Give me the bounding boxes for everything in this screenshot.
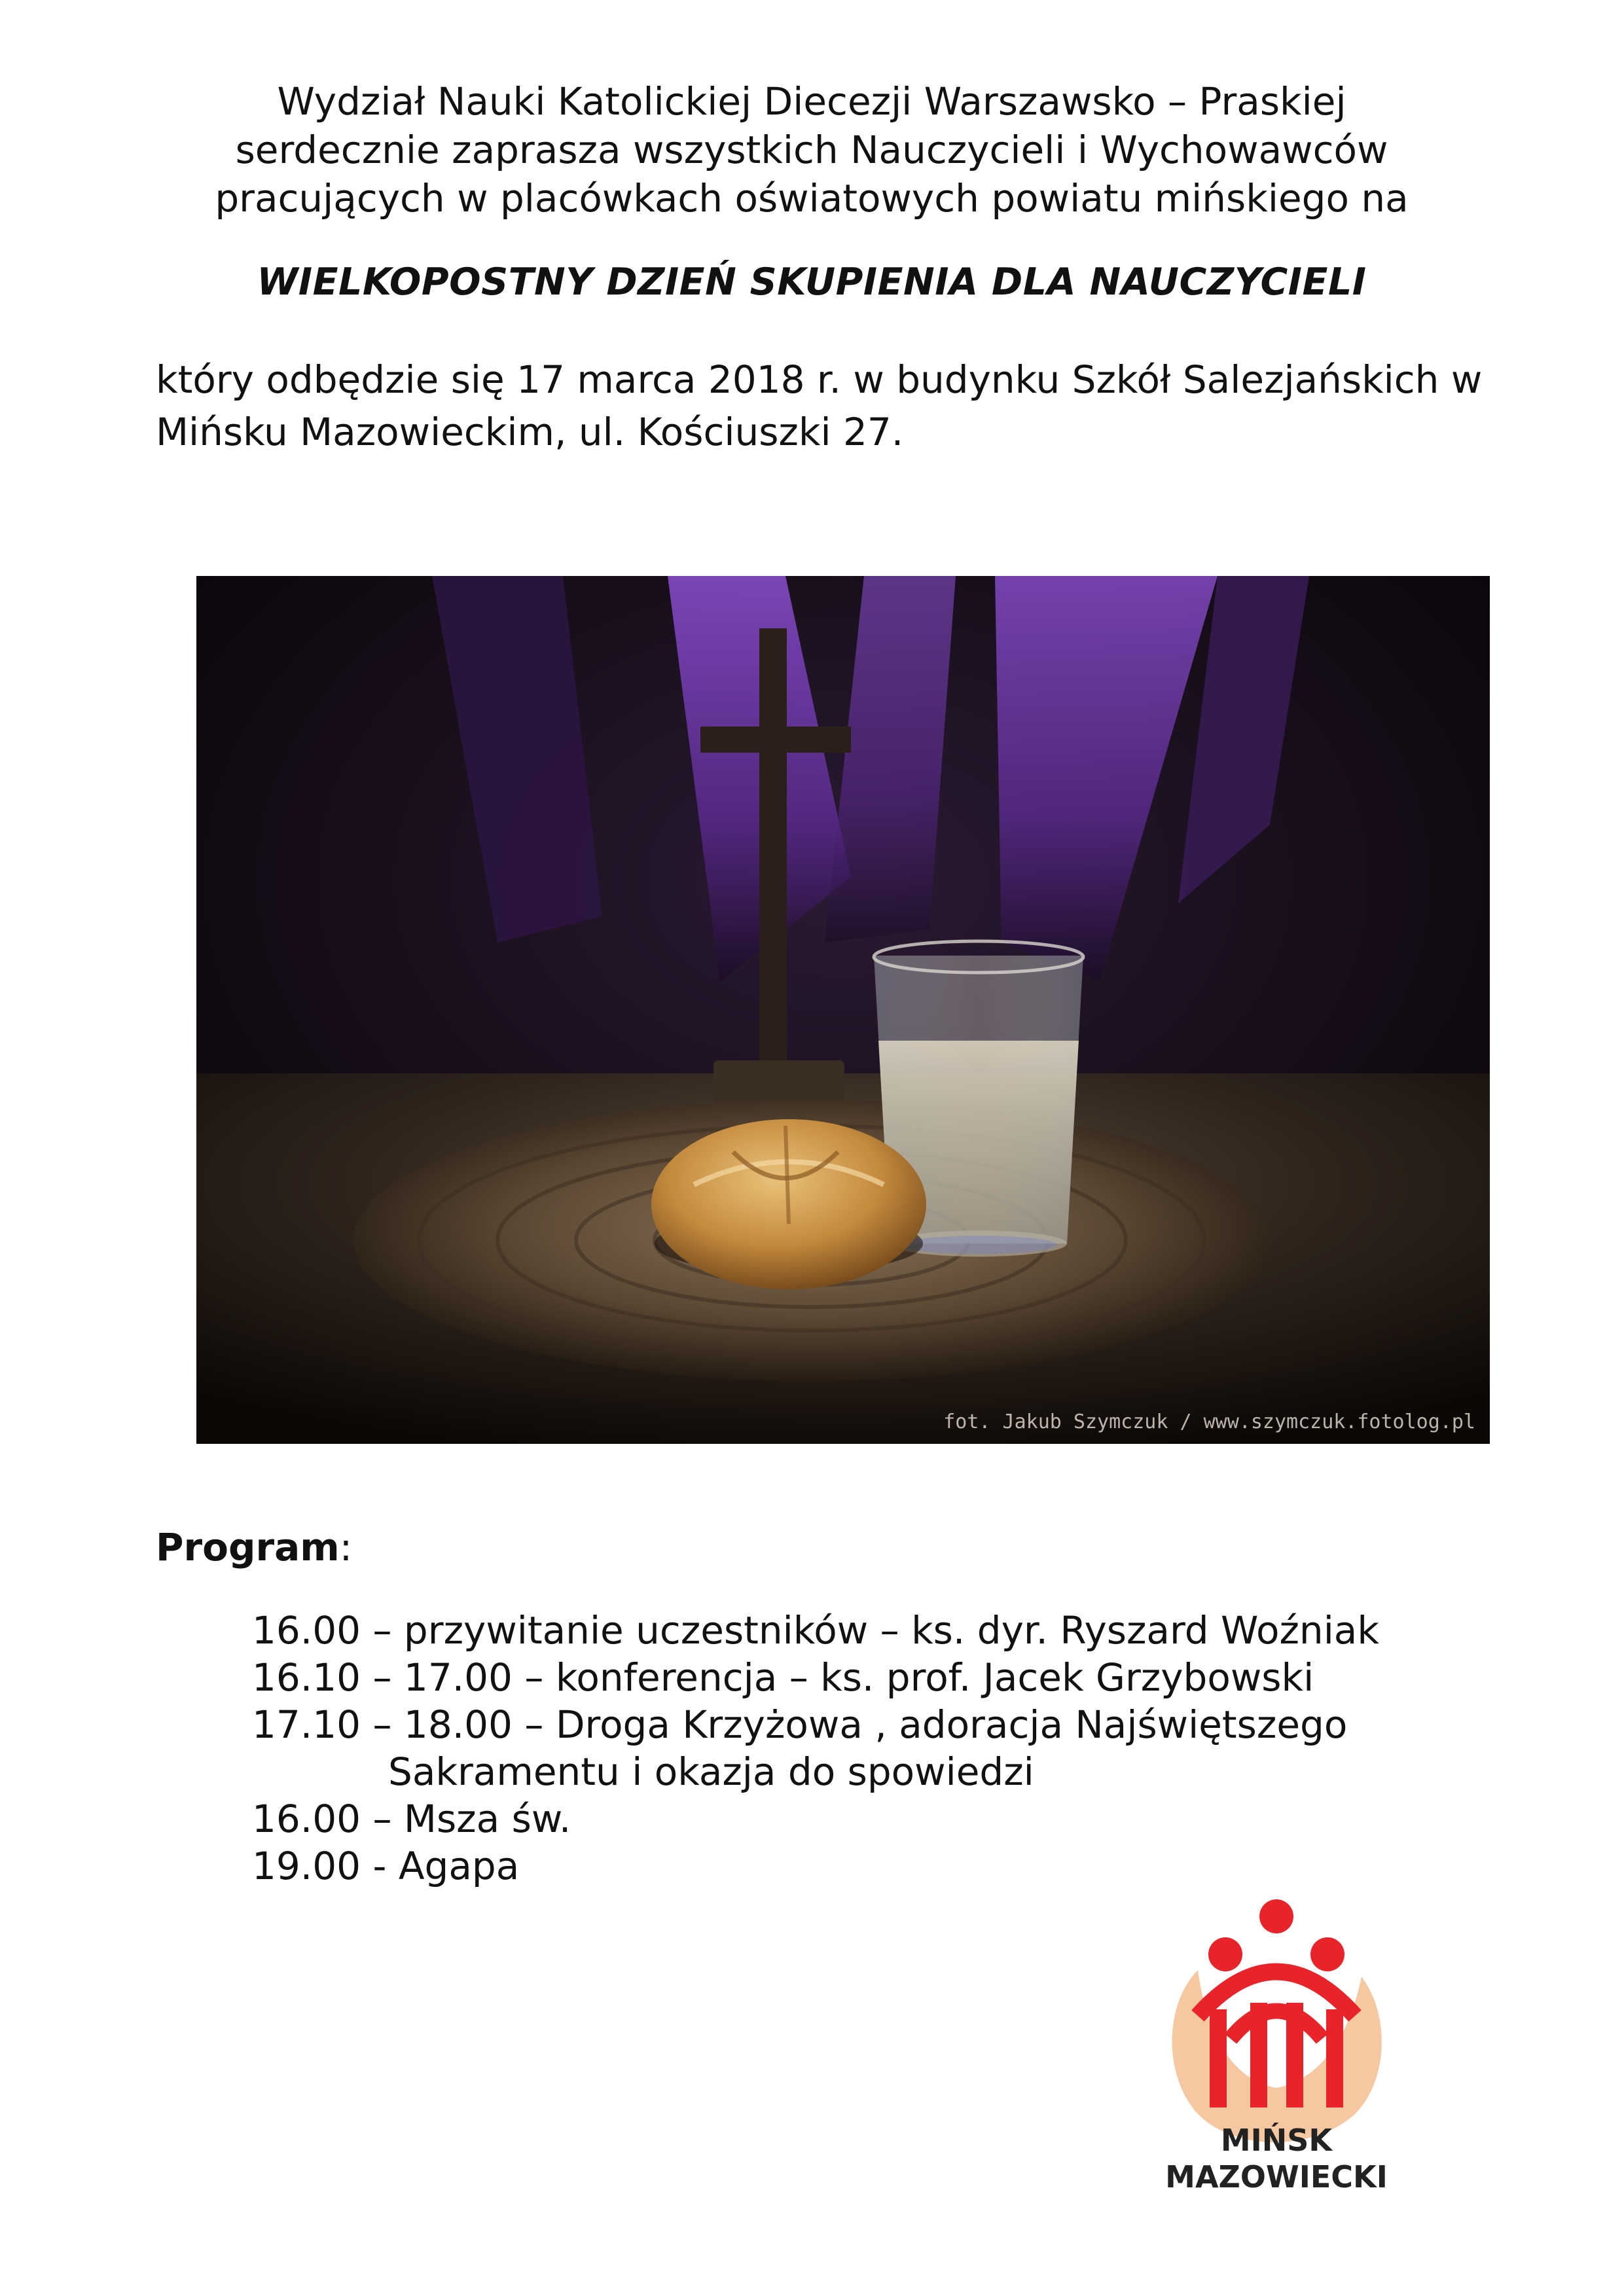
lent-photo bbox=[196, 576, 1490, 1444]
logo-arc-inner bbox=[1231, 2011, 1322, 2039]
photo-credit: fot. Jakub Szymczuk / www.szymczuk.fotolog.pl bbox=[943, 1410, 1475, 1433]
logo-line-1: MIŃSK bbox=[1220, 2123, 1333, 2158]
program-heading-colon: : bbox=[339, 1525, 353, 1570]
logo-bar-2 bbox=[1250, 2003, 1267, 2108]
program-item-3-text: 17.10 – 18.00 – Droga Krzyżowa , adoracja Najświętszego bbox=[252, 1702, 1348, 1747]
logo-head-top bbox=[1259, 1899, 1293, 1933]
logo-bar-4 bbox=[1326, 2009, 1343, 2108]
program-item-2: 16.10 – 17.00 – konferencja – ks. prof. Jacek Grzybowski bbox=[252, 1655, 1314, 1700]
intro-line-3: pracujących w placówkach oświatowych powiatu mińskiego na bbox=[215, 176, 1409, 221]
logo-peach-shape bbox=[1172, 1970, 1382, 2142]
event-details bbox=[156, 353, 1530, 458]
logo-line-2: MAZOWIECKI bbox=[1165, 2159, 1388, 2195]
logo-head-right bbox=[1310, 1937, 1344, 1971]
program-item-1: 16.00 – przywitanie uczestników – ks. dyr. Ryszard Woźniak bbox=[252, 1608, 1379, 1653]
details-line-2: Mińsku Mazowieckim, ul. Kościuszki 27. bbox=[156, 410, 904, 454]
program-item-4: 16.00 – Msza św. bbox=[252, 1797, 571, 1841]
intro-line-1: Wydział Nauki Katolickiej Diecezji Warszawsko – Praskiej bbox=[277, 79, 1346, 124]
logo-bar-1 bbox=[1210, 2009, 1227, 2108]
details-line-1: który odbędzie się 17 marca 2018 r. w budynku Szkół Salezjańskich w bbox=[156, 357, 1483, 402]
logo-wordmark bbox=[1132, 2122, 1420, 2195]
logo-head-left bbox=[1208, 1937, 1242, 1971]
program-heading-label: Program bbox=[156, 1525, 340, 1570]
intro-line-2: serdecznie zaprasza wszystkich Nauczycieli i Wychowawców bbox=[235, 128, 1388, 172]
program-item-5: 19.00 - Agapa bbox=[252, 1844, 520, 1888]
intro-text bbox=[157, 77, 1466, 223]
event-title: WIELKOPOSTNY DZIEŃ SKUPIENIA DLA NAUCZYCIELI bbox=[257, 260, 1367, 304]
program-list bbox=[252, 1607, 1496, 1890]
program-heading bbox=[156, 1525, 352, 1570]
logo-bar-3 bbox=[1286, 2003, 1303, 2108]
program-item-3-continuation: Sakramentu i okazja do spowiedzi bbox=[388, 1749, 1034, 1794]
program-item-3 bbox=[252, 1701, 1496, 1795]
lent-photo-illustration bbox=[196, 576, 1490, 1444]
